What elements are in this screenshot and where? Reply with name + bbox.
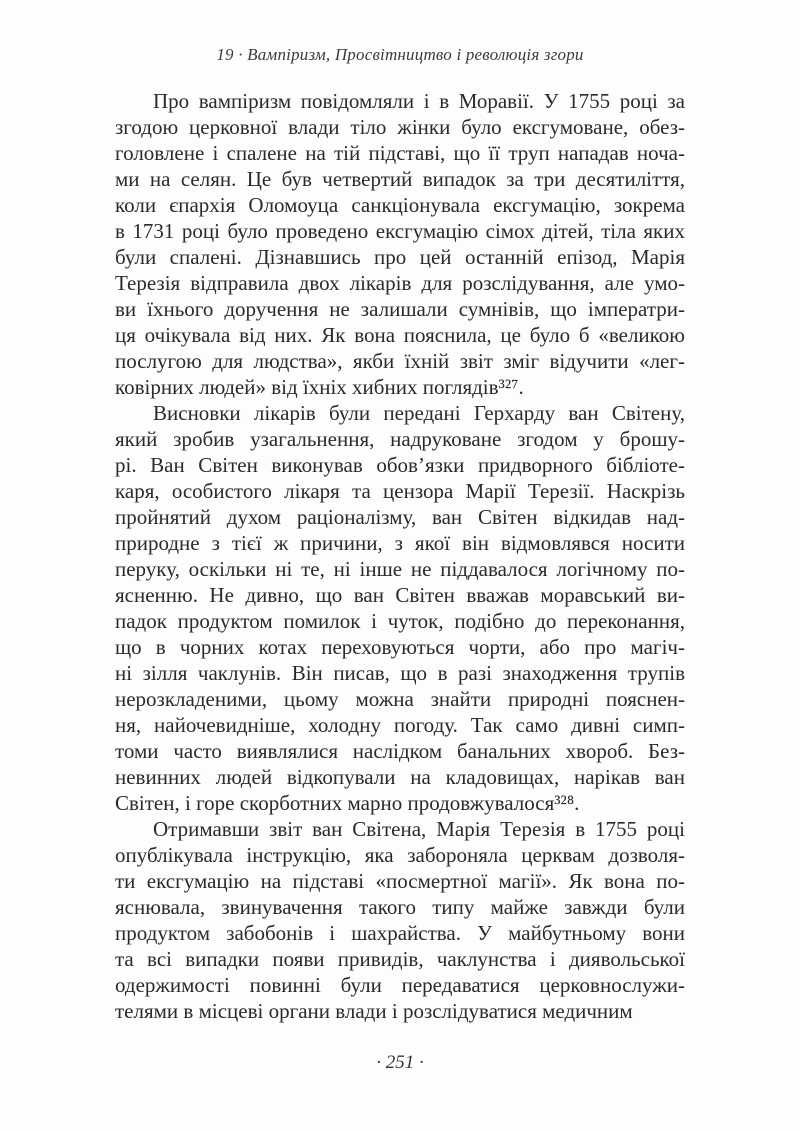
- text-line-content: Світен, і горе скорботних марно продовжувалося³²⁸.: [115, 791, 580, 815]
- text-line-content: ня, найочевидніше, холодну погоду. Так само дивні симп-: [115, 713, 685, 737]
- text-line-content: продуктом забобонів і шахрайства. У майбутньому вони: [115, 921, 685, 945]
- text-line: [115, 504, 685, 530]
- text-line-content: ця очікувала від них. Як вона пояснила, це було б «великою: [115, 323, 685, 347]
- text-line-content: Отримавши звіт ван Світена, Марія Терезія в 1755 році: [153, 817, 685, 841]
- text-line: [115, 374, 685, 400]
- text-line-content: рі. Ван Світен виконував обов’язки придворного бібліоте-: [115, 453, 685, 477]
- text-block: [115, 88, 685, 1024]
- text-line-content: що в чорних котах переховуються чорти, або про магіч-: [115, 635, 685, 659]
- running-head: 19 · Вампіризм, Просвітництво і революція згори: [216, 45, 584, 64]
- text-line-content: падок продуктом помилок і чуток, подібно до переконання,: [115, 609, 685, 633]
- text-line-content: ковірних людей» від їхніх хибних поглядів³²⁷.: [115, 375, 524, 399]
- text-line-content: ні зілля чаклунів. Він писав, що в разі знаходження трупів: [115, 661, 685, 685]
- text-line-content: послугою для людства», якби їхній звіт зміг відучити «лег-: [115, 349, 685, 373]
- text-line: [115, 556, 685, 582]
- text-line: [115, 920, 685, 946]
- paragraph: [115, 400, 685, 816]
- text-line-content: згодою церковної влади тіло жінки було ексгумоване, обез-: [115, 115, 685, 139]
- text-line-content: невинних людей відкопували на кладовищах, нарікав ван: [115, 765, 685, 789]
- text-line-content: та всі випадки появи привидів, чаклунства і диявольської: [115, 947, 685, 971]
- page-number: · 251 ·: [376, 1052, 424, 1073]
- text-line-content: були спалені. Дізнавшись про цей останній епізод, Марія: [115, 245, 685, 269]
- text-line: [115, 270, 685, 296]
- text-line-content: в 1731 році було проведено ексгумацію сімох дітей, тіла яких: [115, 219, 685, 243]
- text-line-content: телями в місцеві органи влади і розслідуватися медичним: [115, 999, 633, 1023]
- text-line: [115, 946, 685, 972]
- text-line-content: ви їхнього доручення не залишали сумнівів, що імператри-: [115, 297, 685, 321]
- text-line-content: пройнятий духом раціоналізму, ван Світен відкидав над-: [115, 505, 685, 529]
- text-line: [115, 972, 685, 998]
- text-line: [115, 608, 685, 634]
- text-line: [115, 712, 685, 738]
- text-line: [115, 660, 685, 686]
- text-line-content: головлене і спалене на тій підставі, що її труп нападав ноча-: [115, 141, 685, 165]
- text-line: [115, 894, 685, 920]
- text-line: [115, 738, 685, 764]
- text-line-content: природне з тієї ж причини, з якої він відмовлявся носити: [115, 531, 685, 555]
- text-line: [115, 166, 685, 192]
- text-line-content: Про вампіризм повідомляли і в Моравії. У 1755 році за: [153, 89, 685, 113]
- text-line-content: нерозкладеними, цьому можна знайти природні пояснен-: [115, 687, 685, 711]
- text-line-content: ти ексгумацію на підставі «посмертної магії». Як вона по-: [115, 869, 685, 893]
- text-line: [115, 192, 685, 218]
- paragraph: [115, 816, 685, 1024]
- text-line-content: який зробив узагальнення, надруковане згодом у брошу-: [115, 427, 685, 451]
- text-line: [115, 244, 685, 270]
- text-line-content: одержимості повинні були передаватися церковнослужи-: [115, 973, 685, 997]
- text-line: [115, 348, 685, 374]
- text-line-content: ясненню. Не дивно, що ван Світен вважав моравський ви-: [115, 583, 685, 607]
- text-line: [115, 842, 685, 868]
- text-line-content: коли єпархія Оломоуца санкціонувала ексгумацію, зокрема: [115, 193, 685, 217]
- text-line: [115, 426, 685, 452]
- text-line: [115, 478, 685, 504]
- text-line: [115, 868, 685, 894]
- text-line: [115, 998, 685, 1024]
- text-line: [115, 582, 685, 608]
- text-line: [115, 296, 685, 322]
- text-line-content: ми на селян. Це був четвертий випадок за три десятиліття,: [115, 167, 685, 191]
- text-line: [115, 322, 685, 348]
- text-line: [115, 634, 685, 660]
- text-line: [115, 816, 685, 842]
- text-line: [115, 764, 685, 790]
- text-line-content: опублікувала інструкцію, яка забороняла церквам дозволя-: [115, 843, 685, 867]
- text-line: [115, 530, 685, 556]
- text-line: [115, 218, 685, 244]
- text-line-content: каря, особистого лікаря та цензора Марії Терезії. Наскрізь: [115, 479, 685, 503]
- text-line-content: яснювала, звинувачення такого типу майже завжди були: [115, 895, 685, 919]
- text-line-content: Висновки лікарів були передані Герхарду ван Світену,: [153, 401, 685, 425]
- text-line: [115, 400, 685, 426]
- text-line: [115, 452, 685, 478]
- text-line: [115, 140, 685, 166]
- text-line: [115, 114, 685, 140]
- text-line: [115, 686, 685, 712]
- text-line: [115, 790, 685, 816]
- text-line-content: перуку, оскільки ні те, ні інше не піддавалося логічному по-: [115, 557, 685, 581]
- paragraph: [115, 88, 685, 400]
- text-line-content: томи часто виявлялися наслідком банальних хвороб. Без-: [115, 739, 685, 763]
- text-line-content: Терезія відправила двох лікарів для розслідування, але умо-: [115, 271, 685, 295]
- text-line: [115, 88, 685, 114]
